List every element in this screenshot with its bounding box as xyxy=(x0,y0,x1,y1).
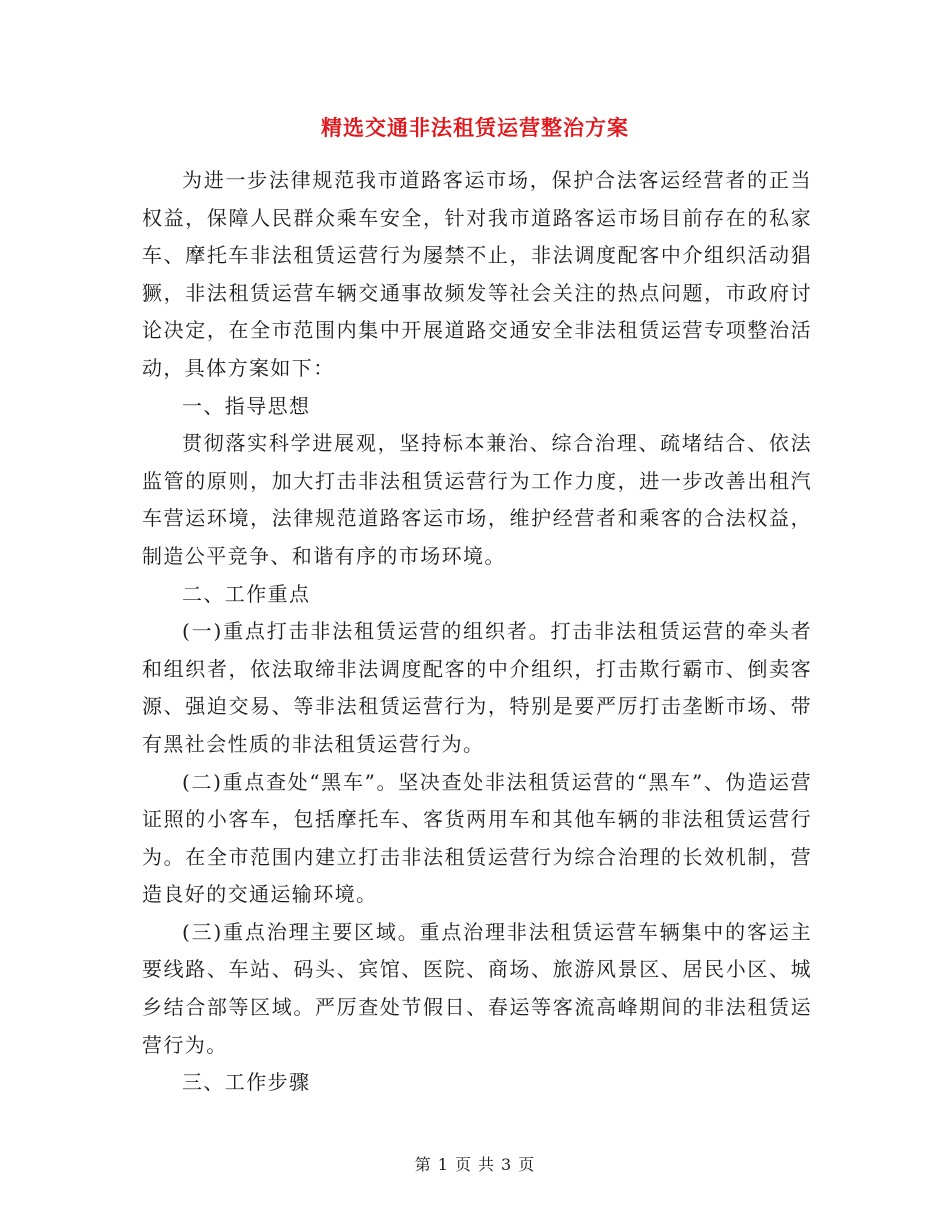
document-title: 精选交通非法租赁运营整治方案 xyxy=(321,115,629,140)
footer-prefix: 第 xyxy=(414,1155,432,1174)
focus-item-3-paragraph: (三)重点治理主要区域。重点治理非法租赁运营车辆集中的客运主要线路、车站、码头、宾馆、医院、商场、旅游风景区、居民小区、城乡结合部等区域。严厉查处节假日、春运等客流高峰期间的非法租赁运营行为。 xyxy=(142,919,812,1057)
current-page-number: 1 xyxy=(437,1155,449,1174)
focus-item-2-paragraph: (二)重点查处“黑车”。坚决查处非法租赁运营的“黑车”、伪造运营证照的小客车，包括摩托车、客货两用车和其他车辆的非法租赁运营行为。在全市范围内建立打击非法租赁运营行为综合治理的长效机制，营造良好的交通运输环境。 xyxy=(142,769,812,907)
focus-item-1-paragraph: (一)重点打击非法租赁运营的组织者。打击非法租赁运营的牵头者和组织者，依法取缔非法调度配客的中介组织，打击欺行霸市、倒卖客源、强迫交易、等非法租赁运营行为，特别是要严厉打击垄断市场、带有黑社会性质的非法租赁运营行为。 xyxy=(142,619,812,756)
footer-middle: 页 共 xyxy=(454,1155,496,1174)
section-heading-work-focus: 二、工作重点 xyxy=(182,581,311,606)
intro-paragraph: 为进一步法律规范我市道路客运市场，保护合法客运经营者的正当权益，保障人民群众乘车安全，针对我市道路客运市场目前存在的私家车、摩托车非法租赁运营行为屡禁不止，非法调度配客中介组织活动猖獗，非法租赁运营车辆交通事故频发等社会关注的热点问题，市政府讨论决定，在全市范围内集中开展道路交通安全非法租赁运营专项整治活动，具体方案如下： xyxy=(142,168,812,380)
total-page-count: 3 xyxy=(501,1155,513,1174)
page-footer xyxy=(0,1152,950,1175)
section-heading-work-steps: 三、工作步骤 xyxy=(182,1070,311,1095)
section-heading-guiding-ideology: 一、指导思想 xyxy=(182,393,311,418)
document-body xyxy=(142,162,812,1102)
footer-suffix: 页 xyxy=(518,1155,536,1174)
guiding-ideology-paragraph: 贯彻落实科学进展观，坚持标本兼治、综合治理、疏堵结合、依法监管的原则，加大打击非法租赁运营行为工作力度，进一步改善出租汽车营运环境，法律规范道路客运市场，维护经营者和乘客的合法权益，制造公平竞争、和谐有序的市场环境。 xyxy=(142,431,812,568)
